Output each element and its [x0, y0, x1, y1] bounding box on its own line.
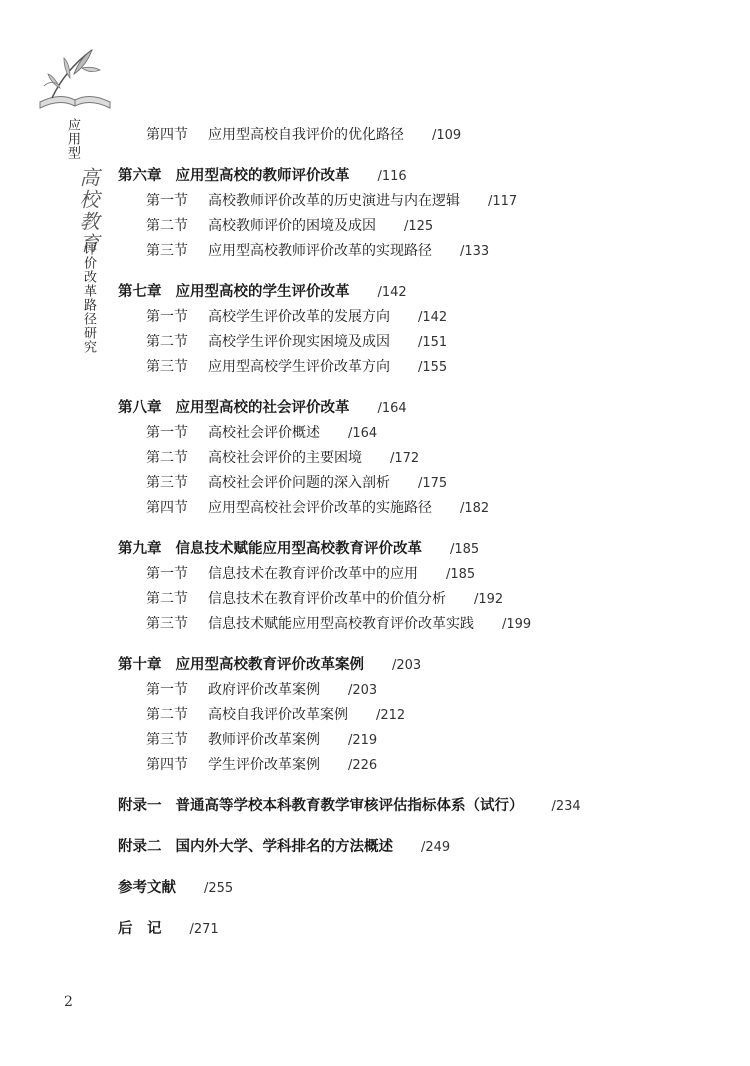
section-title: 教师评价改革案例 [208, 732, 320, 748]
chapter-title: 信息技术赋能应用型高校教育评价改革 [175, 540, 422, 557]
chapter-number: 附录二 [118, 838, 162, 855]
page-reference: /172 [390, 451, 420, 466]
section-title: 学生评价改革案例 [208, 757, 320, 773]
page-reference: /255 [204, 881, 234, 896]
toc-chapter-entry[interactable] [118, 282, 407, 303]
page-reference: /109 [432, 128, 462, 143]
page-reference: /151 [418, 335, 448, 350]
toc-section-entry[interactable] [146, 357, 447, 378]
section-number: 第一节 [146, 566, 188, 582]
toc-section-entry[interactable] [146, 241, 489, 262]
chapter-number: 第六章 [118, 167, 162, 184]
section-title: 高校学生评价现实困境及成因 [208, 334, 390, 350]
section-title: 高校学生评价改革的发展方向 [208, 309, 390, 325]
section-number: 第二节 [146, 218, 188, 234]
series-title-main: 高校教育 [76, 167, 100, 255]
chapter-title: 参考文献 [118, 879, 176, 896]
toc-section-entry[interactable] [146, 589, 503, 610]
toc-section-entry[interactable] [146, 680, 377, 701]
toc-section-entry[interactable] [146, 473, 447, 494]
toc-chapter-entry[interactable] [118, 166, 407, 187]
chapter-title: 后 记 [118, 920, 162, 937]
page-reference: /133 [460, 244, 490, 259]
page-reference: /192 [474, 592, 504, 607]
chapter-title: 应用型高校教育评价改革案例 [175, 656, 364, 673]
section-title: 应用型高校自我评价的优化路径 [208, 127, 404, 143]
page-reference: /164 [377, 401, 407, 416]
toc-chapter-entry[interactable] [118, 655, 421, 676]
toc-chapter-entry[interactable] [118, 878, 233, 899]
section-title: 高校教师评价的困境及成因 [208, 218, 376, 234]
toc-section-entry[interactable] [146, 448, 419, 469]
section-number: 第三节 [146, 359, 188, 375]
section-number: 第二节 [146, 591, 188, 607]
toc-section-entry[interactable] [146, 755, 377, 776]
page-reference: /234 [551, 799, 581, 814]
page-reference: /199 [502, 617, 532, 632]
page-number: 2 [64, 994, 73, 1010]
toc-section-entry[interactable] [146, 423, 377, 444]
chapter-number: 第九章 [118, 540, 162, 557]
page-reference: /155 [418, 360, 448, 375]
section-number: 第二节 [146, 707, 188, 723]
page-reference: /203 [392, 658, 422, 673]
page-reference: /212 [376, 708, 406, 723]
chapter-number: 第七章 [118, 283, 162, 300]
toc-section-entry[interactable] [146, 125, 461, 146]
series-title-prefix: 应用型 [65, 118, 80, 160]
toc-section-entry[interactable] [146, 332, 447, 353]
toc-section-entry[interactable] [146, 191, 517, 212]
section-title: 高校社会评价的主要困境 [208, 450, 362, 466]
chapter-title: 普通高等学校本科教育教学审核评估指标体系（试行） [175, 797, 524, 814]
section-number: 第三节 [146, 475, 188, 491]
toc-section-entry[interactable] [146, 564, 475, 585]
section-number: 第一节 [146, 682, 188, 698]
section-title: 高校社会评价问题的深入剖析 [208, 475, 390, 491]
chapter-title: 应用型高校的社会评价改革 [175, 399, 350, 416]
page-reference: /117 [488, 194, 518, 209]
page-reference: /226 [348, 758, 378, 773]
section-number: 第四节 [146, 757, 188, 773]
section-number: 第二节 [146, 334, 188, 350]
section-number: 第一节 [146, 193, 188, 209]
toc-chapter-entry[interactable] [118, 919, 219, 940]
toc-section-entry[interactable] [146, 730, 377, 751]
toc-chapter-entry[interactable] [118, 398, 407, 419]
section-number: 第二节 [146, 450, 188, 466]
section-number: 第三节 [146, 732, 188, 748]
page-reference: /125 [404, 219, 434, 234]
page-reference: /164 [348, 426, 378, 441]
chapter-number: 附录一 [118, 797, 162, 814]
page-reference: /142 [418, 310, 448, 325]
chapter-number: 第十章 [118, 656, 162, 673]
section-title: 应用型高校社会评价改革的实施路径 [208, 500, 432, 516]
page-reference: /203 [348, 683, 378, 698]
toc-section-entry[interactable] [146, 498, 489, 519]
toc-chapter-entry[interactable] [118, 796, 581, 817]
section-title: 高校教师评价改革的历史演进与内在逻辑 [208, 193, 460, 209]
chapter-number: 第八章 [118, 399, 162, 416]
section-number: 第四节 [146, 127, 188, 143]
page-reference: /185 [450, 542, 480, 557]
chapter-title: 应用型高校的教师评价改革 [175, 167, 350, 184]
section-title: 应用型高校学生评价改革方向 [208, 359, 390, 375]
series-title-suffix: 评价改革路径研究 [81, 242, 96, 354]
section-number: 第一节 [146, 425, 188, 441]
toc-chapter-entry[interactable] [118, 539, 479, 560]
page-reference: /116 [377, 169, 407, 184]
section-title: 政府评价改革案例 [208, 682, 320, 698]
section-title: 应用型高校教师评价改革的实现路径 [208, 243, 432, 259]
section-number: 第四节 [146, 500, 188, 516]
chapter-title: 国内外大学、学科排名的方法概述 [175, 838, 393, 855]
page-reference: /249 [421, 840, 451, 855]
toc-section-entry[interactable] [146, 705, 405, 726]
section-title: 信息技术赋能应用型高校教育评价改革实践 [208, 616, 474, 632]
section-number: 第三节 [146, 243, 188, 259]
page-reference: /219 [348, 733, 378, 748]
page-reference: /175 [418, 476, 448, 491]
section-title: 高校自我评价改革案例 [208, 707, 348, 723]
chapter-title: 应用型高校的学生评价改革 [175, 283, 350, 300]
page-reference: /271 [189, 922, 219, 937]
toc-section-entry[interactable] [146, 307, 447, 328]
toc-chapter-entry[interactable] [118, 837, 450, 858]
page-reference: /185 [446, 567, 476, 582]
page-reference: /142 [377, 285, 407, 300]
section-title: 信息技术在教育评价改革中的应用 [208, 566, 418, 582]
toc-section-entry[interactable] [146, 614, 531, 635]
toc-section-entry[interactable] [146, 216, 433, 237]
section-title: 信息技术在教育评价改革中的价值分析 [208, 591, 446, 607]
section-title: 高校社会评价概述 [208, 425, 320, 441]
page-reference: /182 [460, 501, 490, 516]
section-number: 第一节 [146, 309, 188, 325]
section-number: 第三节 [146, 616, 188, 632]
